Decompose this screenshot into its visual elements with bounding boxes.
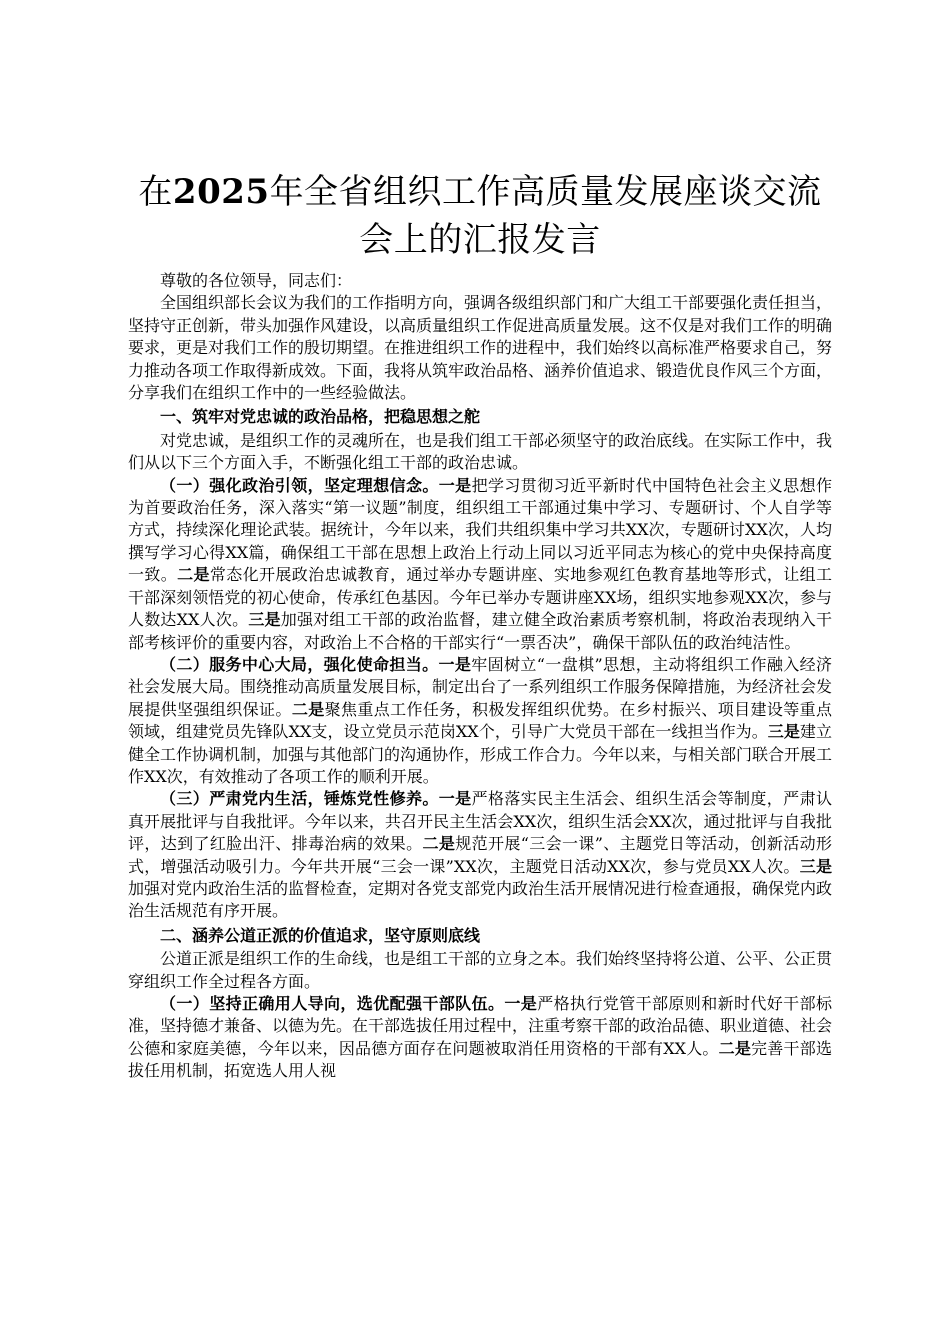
section-2-intro: 公道正派是组织工作的生命线，也是组工干部的立身之本。我们始终坚持将公道、公平、公正贯穿组织工作全过程各方面。 (128, 949, 833, 991)
section-2-heading: 二、涵养公道正派的价值追求，坚守原则底线 (160, 925, 481, 945)
section-1-heading: 一、筑牢对党忠诚的政治品格，把稳思想之舵 (160, 407, 481, 427)
intro-paragraph: 全国组织部长会议为我们的工作指明方向，强调各级组织部门和广大组工干部要强化责任担当，坚持守正创新，带头加强作风建设，以高质量组织工作促进高质量发展。这不仅是对我们工作的明确要求，更是对我们工作的殷切期望。在推进组织工作的进程中，我们始终以高标准严格要求自己，努力推动各项工作取得新成效。下面，我将从筑牢政治品格、涵养价值追求、锻造优良作风三个方面，分享我们在组织工作中的一些经验做法。 (128, 293, 833, 403)
salutation: 尊敬的各位领导，同志们： (160, 271, 353, 290)
section-1-intro: 对党忠诚，是组织工作的灵魂所在，也是我们组工干部必须坚守的政治底线。在实际工作中，我们从以下三个方面入手，不断强化组工干部的政治忠诚。 (128, 430, 833, 473)
subsection-1-2: （二）服务中心大局，强化使命担当。一是牢固树立“一盘棋”思想，主动将组织工作融入经济社会发展大局。围绕推动高质量发展目标，制定出台了一系列组织工作服务保障措施，为经济社会发展提供坚强组织保证。二是聚焦重点工作任务，积极发挥组织优势。在乡村振兴、项目建设等重点领域，组建党员先锋队XX支，设立党员示范岗XX个，引导广大党员干部在一线担当作为。三是建立健全工作协调机制，加强与其他部门的沟通协作，形成工作合力。今年以来，与相关部门联合开展工作XX次，有效推动了各项工作的顺利开展。 (128, 654, 833, 786)
document-title: 在2025年全省组织工作高质量发展座谈交流会上的汇报发言 (138, 172, 822, 260)
subsection-1-3: （三）严肃党内生活，锤炼党性修养。一是严格落实民主生活会、组织生活会等制度，严肃认真开展批评与自我批评。今年以来，共召开民主生活会XX次，组织生活会XX次，通过批评与自我批评，达到了红脸出汗、排毒治病的效果。二是规范开展“三会一课”、主题党日等活动，创新活动形式，增强活动吸引力。今年共开展“三会一课”XX次，主题党日活动XX次，参与党员XX人次。三是加强对党内政治生活的监督检查，定期对各党支部党内政治生活开展情况进行检查通报，确保党内政治生活规范有序开展。 (128, 789, 833, 921)
document-page (128, 168, 832, 1083)
subsection-1-1: （一）强化政治引领，坚定理想信念。一是把学习贯彻习近平新时代中国特色社会主义思想作为首要政治任务，深入落实“第一议题”制度，组织组工干部通过集中学习、专题研讨、个人自学等方式，持续深化理论武装。据统计，今年以来，我们共组织集中学习共XX次，专题研讨XX次，人均撰写学习心得XX篇，确保组工干部在思想上政治上行动上同以习近平同志为核心的党中央保持高度一致。二是常态化开展政治忠诚教育，通过举办专题讲座、实地参观红色教育基地等形式，让组工干部深刻领悟党的初心使命，传承红色基因。今年已举办专题讲座XX场，组织实地参观XX次，参与人数达XX人次。三是加强对组工干部的政治监督，建立健全政治素质考察机制，将政治表现纳入干部考核评价的重要内容，对政治上不合格的干部实行“一票否决”，确保干部队伍的政治纯洁性。 (128, 475, 832, 652)
subsection-2-1: （一）坚持正确用人导向，选优配强干部队伍。一是严格执行党管干部原则和新时代好干部标准，坚持德才兼备、以德为先。在干部选拔任用过程中，注重考察干部的政治品德、职业道德、社会公德和家庭美德，今年以来，因品德方面存在问题被取消任用资格的干部有XX人。二是完善干部选拔任用机制，拓宽选人用人视 (128, 994, 833, 1081)
